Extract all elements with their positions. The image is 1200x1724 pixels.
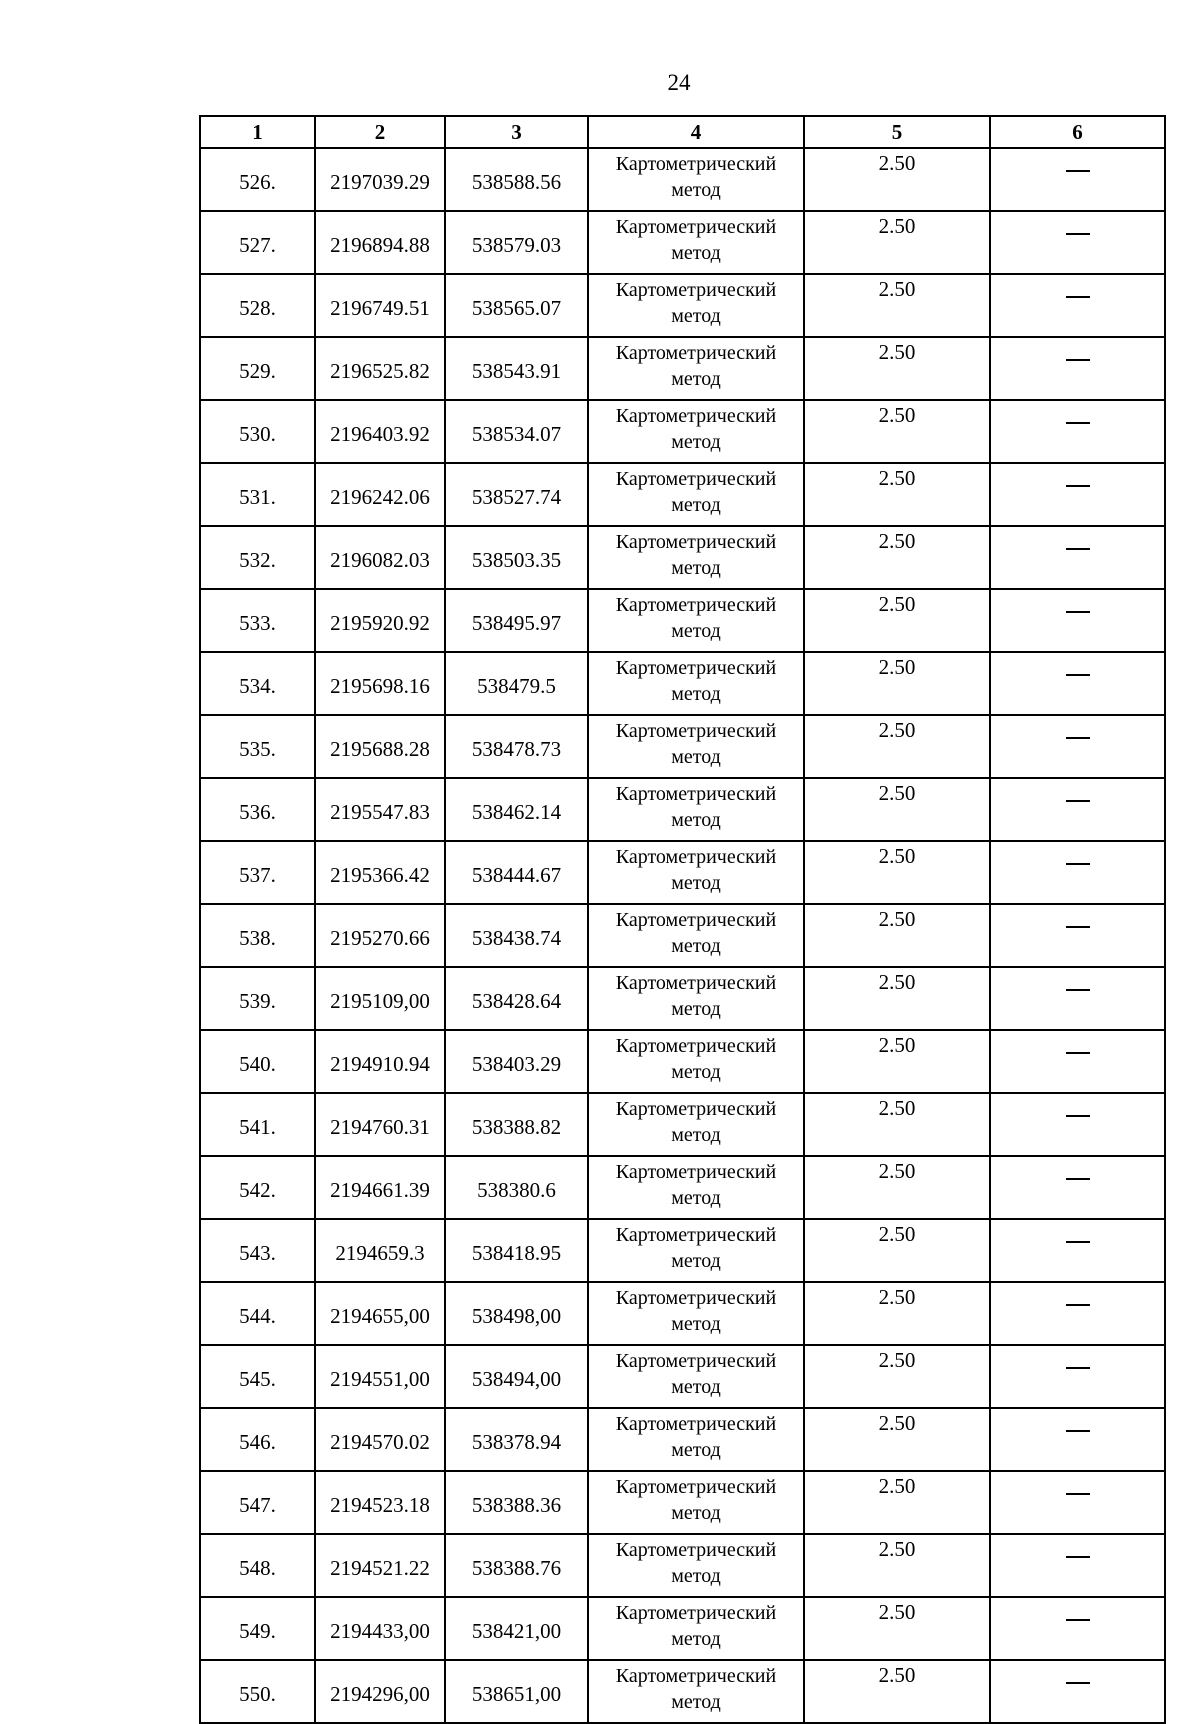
note-cell <box>990 589 1165 652</box>
x-coordinate-cell: 2194655,00 <box>315 1282 445 1345</box>
dash-mark <box>1066 422 1090 424</box>
x-coordinate-cell: 2196082.03 <box>315 526 445 589</box>
dash-mark <box>1066 1241 1090 1243</box>
method-cell: Картометрический метод <box>588 148 804 211</box>
y-coordinate-cell: 538543.91 <box>445 337 588 400</box>
x-coordinate-cell: 2194551,00 <box>315 1345 445 1408</box>
accuracy-cell: 2.50 <box>804 1534 990 1597</box>
method-cell: Картометрический метод <box>588 967 804 1030</box>
x-coordinate-cell: 2197039.29 <box>315 148 445 211</box>
dash-mark <box>1066 800 1090 802</box>
dash-mark <box>1066 1682 1090 1684</box>
y-coordinate-cell: 538418.95 <box>445 1219 588 1282</box>
x-coordinate-cell: 2194433,00 <box>315 1597 445 1660</box>
table-row <box>200 1534 1165 1597</box>
method-cell: Картометрический метод <box>588 589 804 652</box>
dash-mark <box>1066 1304 1090 1306</box>
note-cell <box>990 841 1165 904</box>
point-number-cell: 536. <box>200 778 315 841</box>
table-row <box>200 1471 1165 1534</box>
table-row <box>200 1408 1165 1471</box>
y-coordinate-cell: 538478.73 <box>445 715 588 778</box>
method-cell: Картометрический метод <box>588 1282 804 1345</box>
table-row <box>200 904 1165 967</box>
note-cell <box>990 1660 1165 1723</box>
note-cell <box>990 1408 1165 1471</box>
method-cell: Картометрический метод <box>588 778 804 841</box>
table-row <box>200 1030 1165 1093</box>
note-cell <box>990 715 1165 778</box>
note-cell <box>990 148 1165 211</box>
accuracy-cell: 2.50 <box>804 1156 990 1219</box>
column-header: 5 <box>804 116 990 148</box>
table-row <box>200 274 1165 337</box>
x-coordinate-cell: 2195920.92 <box>315 589 445 652</box>
table-row <box>200 1597 1165 1660</box>
column-header: 1 <box>200 116 315 148</box>
y-coordinate-cell: 538388.36 <box>445 1471 588 1534</box>
point-number-cell: 533. <box>200 589 315 652</box>
dash-mark <box>1066 359 1090 361</box>
x-coordinate-cell: 2195688.28 <box>315 715 445 778</box>
point-number-cell: 541. <box>200 1093 315 1156</box>
table-row <box>200 337 1165 400</box>
point-number-cell: 534. <box>200 652 315 715</box>
y-coordinate-cell: 538428.64 <box>445 967 588 1030</box>
column-header: 3 <box>445 116 588 148</box>
table-row <box>200 1156 1165 1219</box>
method-cell: Картометрический метод <box>588 1660 804 1723</box>
point-number-cell: 543. <box>200 1219 315 1282</box>
column-header: 6 <box>990 116 1165 148</box>
y-coordinate-cell: 538388.82 <box>445 1093 588 1156</box>
method-cell: Картометрический метод <box>588 274 804 337</box>
accuracy-cell: 2.50 <box>804 274 990 337</box>
accuracy-cell: 2.50 <box>804 337 990 400</box>
dash-mark <box>1066 1052 1090 1054</box>
point-number-cell: 530. <box>200 400 315 463</box>
table-row <box>200 1093 1165 1156</box>
y-coordinate-cell: 538494,00 <box>445 1345 588 1408</box>
column-header: 2 <box>315 116 445 148</box>
note-cell <box>990 1534 1165 1597</box>
point-number-cell: 529. <box>200 337 315 400</box>
table-row <box>200 1345 1165 1408</box>
x-coordinate-cell: 2194910.94 <box>315 1030 445 1093</box>
method-cell: Картометрический метод <box>588 1093 804 1156</box>
dash-mark <box>1066 296 1090 298</box>
point-number-cell: 539. <box>200 967 315 1030</box>
table-row <box>200 652 1165 715</box>
point-number-cell: 542. <box>200 1156 315 1219</box>
page-number: 24 <box>667 70 691 95</box>
accuracy-cell: 2.50 <box>804 1345 990 1408</box>
x-coordinate-cell: 2196403.92 <box>315 400 445 463</box>
coordinates-table <box>199 115 1166 1724</box>
note-cell <box>990 274 1165 337</box>
note-cell <box>990 337 1165 400</box>
method-cell: Картометрический метод <box>588 1597 804 1660</box>
x-coordinate-cell: 2196525.82 <box>315 337 445 400</box>
note-cell <box>990 1471 1165 1534</box>
table-row <box>200 211 1165 274</box>
note-cell <box>990 400 1165 463</box>
table-row <box>200 778 1165 841</box>
method-cell: Картометрический метод <box>588 841 804 904</box>
accuracy-cell: 2.50 <box>804 1282 990 1345</box>
accuracy-cell: 2.50 <box>804 1408 990 1471</box>
accuracy-cell: 2.50 <box>804 778 990 841</box>
x-coordinate-cell: 2196242.06 <box>315 463 445 526</box>
x-coordinate-cell: 2196894.88 <box>315 211 445 274</box>
note-cell <box>990 1282 1165 1345</box>
y-coordinate-cell: 538534.07 <box>445 400 588 463</box>
note-cell <box>990 1345 1165 1408</box>
point-number-cell: 537. <box>200 841 315 904</box>
table-body <box>200 148 1165 1723</box>
y-coordinate-cell: 538444.67 <box>445 841 588 904</box>
point-number-cell: 545. <box>200 1345 315 1408</box>
x-coordinate-cell: 2194760.31 <box>315 1093 445 1156</box>
accuracy-cell: 2.50 <box>804 1597 990 1660</box>
note-cell <box>990 778 1165 841</box>
dash-mark <box>1066 1367 1090 1369</box>
y-coordinate-cell: 538479.5 <box>445 652 588 715</box>
table-row <box>200 148 1165 211</box>
y-coordinate-cell: 538438.74 <box>445 904 588 967</box>
dash-mark <box>1066 989 1090 991</box>
table-row <box>200 463 1165 526</box>
y-coordinate-cell: 538462.14 <box>445 778 588 841</box>
x-coordinate-cell: 2195109,00 <box>315 967 445 1030</box>
table-row <box>200 715 1165 778</box>
x-coordinate-cell: 2195270.66 <box>315 904 445 967</box>
x-coordinate-cell: 2194661.39 <box>315 1156 445 1219</box>
point-number-cell: 531. <box>200 463 315 526</box>
dash-mark <box>1066 485 1090 487</box>
y-coordinate-cell: 538388.76 <box>445 1534 588 1597</box>
y-coordinate-cell: 538651,00 <box>445 1660 588 1723</box>
method-cell: Картометрический метод <box>588 1219 804 1282</box>
dash-mark <box>1066 1115 1090 1117</box>
accuracy-cell: 2.50 <box>804 1030 990 1093</box>
point-number-cell: 549. <box>200 1597 315 1660</box>
accuracy-cell: 2.50 <box>804 1471 990 1534</box>
point-number-cell: 547. <box>200 1471 315 1534</box>
note-cell <box>990 1219 1165 1282</box>
note-cell <box>990 1597 1165 1660</box>
column-header: 4 <box>588 116 804 148</box>
dash-mark <box>1066 1619 1090 1621</box>
method-cell: Картометрический метод <box>588 1030 804 1093</box>
note-cell <box>990 652 1165 715</box>
point-number-cell: 538. <box>200 904 315 967</box>
accuracy-cell: 2.50 <box>804 589 990 652</box>
method-cell: Картометрический метод <box>588 337 804 400</box>
dash-mark <box>1066 1556 1090 1558</box>
accuracy-cell: 2.50 <box>804 526 990 589</box>
point-number-cell: 535. <box>200 715 315 778</box>
method-cell: Картометрический метод <box>588 1408 804 1471</box>
dash-mark <box>1066 1430 1090 1432</box>
point-number-cell: 550. <box>200 1660 315 1723</box>
dash-mark <box>1066 1493 1090 1495</box>
method-cell: Картометрический метод <box>588 715 804 778</box>
note-cell <box>990 1093 1165 1156</box>
method-cell: Картометрический метод <box>588 1345 804 1408</box>
dash-mark <box>1066 863 1090 865</box>
note-cell <box>990 211 1165 274</box>
accuracy-cell: 2.50 <box>804 1660 990 1723</box>
x-coordinate-cell: 2195366.42 <box>315 841 445 904</box>
point-number-cell: 532. <box>200 526 315 589</box>
accuracy-cell: 2.50 <box>804 1093 990 1156</box>
point-number-cell: 546. <box>200 1408 315 1471</box>
note-cell <box>990 1030 1165 1093</box>
method-cell: Картометрический метод <box>588 1156 804 1219</box>
y-coordinate-cell: 538498,00 <box>445 1282 588 1345</box>
point-number-cell: 526. <box>200 148 315 211</box>
note-cell <box>990 967 1165 1030</box>
method-cell: Картометрический метод <box>588 211 804 274</box>
y-coordinate-cell: 538527.74 <box>445 463 588 526</box>
x-coordinate-cell: 2194296,00 <box>315 1660 445 1723</box>
accuracy-cell: 2.50 <box>804 148 990 211</box>
method-cell: Картометрический метод <box>588 400 804 463</box>
accuracy-cell: 2.50 <box>804 400 990 463</box>
y-coordinate-cell: 538503.35 <box>445 526 588 589</box>
dash-mark <box>1066 611 1090 613</box>
x-coordinate-cell: 2194523.18 <box>315 1471 445 1534</box>
point-number-cell: 544. <box>200 1282 315 1345</box>
accuracy-cell: 2.50 <box>804 211 990 274</box>
note-cell <box>990 526 1165 589</box>
method-cell: Картометрический метод <box>588 652 804 715</box>
accuracy-cell: 2.50 <box>804 652 990 715</box>
x-coordinate-cell: 2194659.3 <box>315 1219 445 1282</box>
table-row <box>200 1282 1165 1345</box>
x-coordinate-cell: 2194521.22 <box>315 1534 445 1597</box>
dash-mark <box>1066 674 1090 676</box>
table-row <box>200 400 1165 463</box>
note-cell <box>990 463 1165 526</box>
accuracy-cell: 2.50 <box>804 463 990 526</box>
table-row <box>200 1660 1165 1723</box>
y-coordinate-cell: 538495.97 <box>445 589 588 652</box>
accuracy-cell: 2.50 <box>804 841 990 904</box>
accuracy-cell: 2.50 <box>804 967 990 1030</box>
y-coordinate-cell: 538579.03 <box>445 211 588 274</box>
table-row <box>200 526 1165 589</box>
x-coordinate-cell: 2194570.02 <box>315 1408 445 1471</box>
dash-mark <box>1066 1178 1090 1180</box>
method-cell: Картометрический метод <box>588 1471 804 1534</box>
y-coordinate-cell: 538378.94 <box>445 1408 588 1471</box>
x-coordinate-cell: 2196749.51 <box>315 274 445 337</box>
y-coordinate-cell: 538565.07 <box>445 274 588 337</box>
point-number-cell: 528. <box>200 274 315 337</box>
y-coordinate-cell: 538403.29 <box>445 1030 588 1093</box>
table-row <box>200 1219 1165 1282</box>
method-cell: Картометрический метод <box>588 904 804 967</box>
x-coordinate-cell: 2195698.16 <box>315 652 445 715</box>
x-coordinate-cell: 2195547.83 <box>315 778 445 841</box>
note-cell <box>990 904 1165 967</box>
table-row <box>200 841 1165 904</box>
point-number-cell: 540. <box>200 1030 315 1093</box>
y-coordinate-cell: 538380.6 <box>445 1156 588 1219</box>
dash-mark <box>1066 737 1090 739</box>
table-header-row <box>200 116 1165 148</box>
dash-mark <box>1066 233 1090 235</box>
table-row <box>200 967 1165 1030</box>
y-coordinate-cell: 538588.56 <box>445 148 588 211</box>
accuracy-cell: 2.50 <box>804 904 990 967</box>
dash-mark <box>1066 170 1090 172</box>
method-cell: Картометрический метод <box>588 463 804 526</box>
dash-mark <box>1066 926 1090 928</box>
point-number-cell: 527. <box>200 211 315 274</box>
accuracy-cell: 2.50 <box>804 715 990 778</box>
dash-mark <box>1066 548 1090 550</box>
accuracy-cell: 2.50 <box>804 1219 990 1282</box>
point-number-cell: 548. <box>200 1534 315 1597</box>
note-cell <box>990 1156 1165 1219</box>
y-coordinate-cell: 538421,00 <box>445 1597 588 1660</box>
method-cell: Картометрический метод <box>588 526 804 589</box>
table-row <box>200 589 1165 652</box>
method-cell: Картометрический метод <box>588 1534 804 1597</box>
